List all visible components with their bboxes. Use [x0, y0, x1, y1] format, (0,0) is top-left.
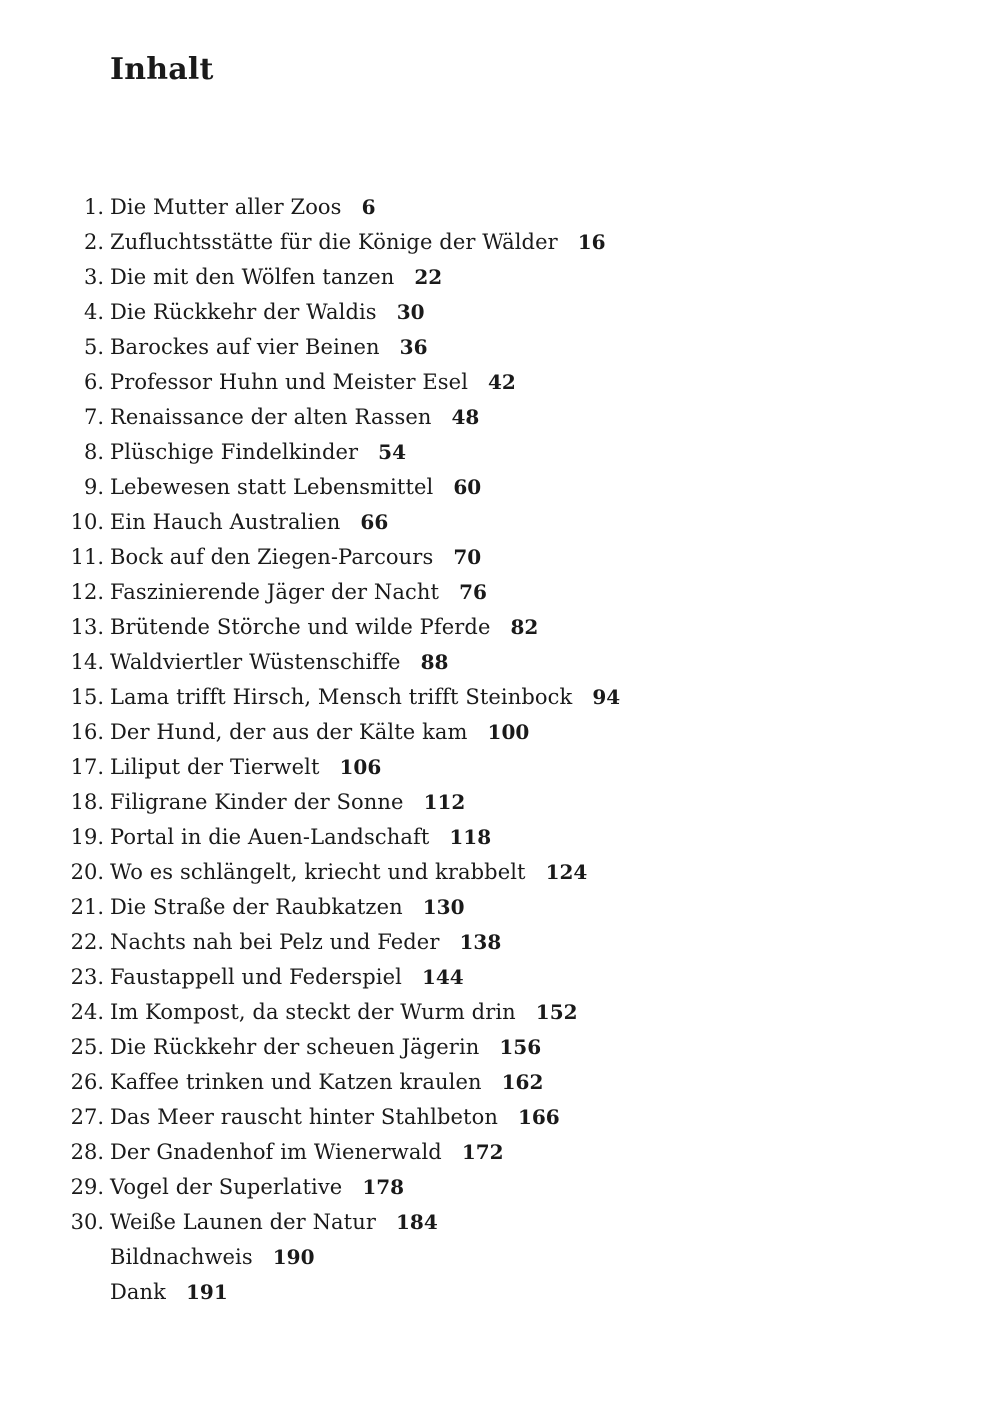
toc-entry-title: Renaissance der alten Rassen: [110, 405, 432, 429]
toc-entry-line: [110, 470, 481, 505]
toc-entry: [0, 365, 1000, 400]
toc-entry-number: 14.: [70, 650, 104, 674]
toc-entry-line: [110, 715, 529, 750]
toc-entry-line: [110, 610, 538, 645]
toc-entry-number: 12.: [70, 580, 104, 604]
toc-entry-page-number: 162: [501, 1070, 544, 1094]
toc-entry-page-number: 6: [361, 195, 376, 219]
toc-entry-title: Lama trifft Hirsch, Mensch trifft Steinbock: [110, 685, 573, 709]
toc-entry-title: Barockes auf vier Beinen: [110, 335, 380, 359]
toc-entry-number: 16.: [70, 720, 104, 744]
toc-entry-title: Filigrane Kinder der Sonne: [110, 790, 404, 814]
toc-entry: [0, 505, 1000, 540]
toc-entry-page-number: 112: [423, 790, 466, 814]
toc-entry: [0, 680, 1000, 715]
toc-entry: [0, 715, 1000, 750]
toc-entry-number: 27.: [70, 1105, 104, 1129]
toc-entry: [0, 295, 1000, 330]
toc-entry: [0, 890, 1000, 925]
toc-entry-line: [110, 750, 381, 785]
toc-entry-line: [110, 1065, 543, 1100]
toc-entry-number: 19.: [70, 825, 104, 849]
toc-entry-title: Dank: [110, 1280, 167, 1304]
toc-entry-line: [110, 1170, 404, 1205]
toc-entry-page-number: 30: [396, 300, 425, 324]
toc-entry-title: Bildnachweis: [110, 1245, 253, 1269]
toc-entry-title: Lebewesen statt Lebensmittel: [110, 475, 434, 499]
toc-entry-line: [110, 820, 491, 855]
toc-entry-number: 5.: [83, 335, 104, 359]
toc-entry-number: 6.: [83, 370, 104, 394]
toc-entry-title: Die mit den Wölfen tanzen: [110, 265, 395, 289]
toc-entry: [0, 855, 1000, 890]
toc-entry-number: 28.: [70, 1140, 104, 1164]
toc-entry-page-number: 60: [453, 475, 482, 499]
toc-entry-number: 13.: [70, 615, 104, 639]
toc-entry: [0, 1065, 1000, 1100]
toc-entry-title: Kaffee trinken und Katzen kraulen: [110, 1070, 482, 1094]
toc-entry-title: Der Gnadenhof im Wienerwald: [110, 1140, 442, 1164]
toc-entry-line: [110, 260, 442, 295]
toc-entry-page-number: 190: [272, 1245, 315, 1269]
toc-entry: [0, 645, 1000, 680]
toc-entry-number: 29.: [70, 1175, 104, 1199]
toc-entry: [0, 1170, 1000, 1205]
toc-entry-line: [110, 365, 516, 400]
toc-entry-line: [110, 1135, 504, 1170]
toc-entry-line: [110, 960, 464, 995]
toc-entry: [0, 1275, 1000, 1310]
toc-entry: [0, 1240, 1000, 1275]
toc-entry: [0, 1030, 1000, 1065]
toc-entry-line: [110, 890, 465, 925]
toc-entry: [0, 225, 1000, 260]
toc-entry-title: Liliput der Tierwelt: [110, 755, 320, 779]
toc-entry-page-number: 48: [451, 405, 480, 429]
toc-entry-title: Zufluchtsstätte für die Könige der Wälder: [110, 230, 558, 254]
toc-entry-number: 8.: [83, 440, 104, 464]
toc-entry-number: 24.: [70, 1000, 104, 1024]
toc-entry: [0, 190, 1000, 225]
toc-entry-title: Faustappell und Federspiel: [110, 965, 402, 989]
toc-entry-page-number: 144: [421, 965, 464, 989]
toc-entry-line: [110, 995, 578, 1030]
toc-entry-title: Portal in die Auen-Landschaft: [110, 825, 430, 849]
toc-entry-title: Der Hund, der aus der Kälte kam: [110, 720, 468, 744]
toc-entry-number: 11.: [70, 545, 104, 569]
toc-entry-number: 30.: [70, 1210, 104, 1234]
toc-entry-line: [110, 785, 465, 820]
toc-entry: [0, 750, 1000, 785]
toc-entry-title: Das Meer rauscht hinter Stahlbeton: [110, 1105, 498, 1129]
toc-entry: [0, 1135, 1000, 1170]
toc-entry-number: 15.: [70, 685, 104, 709]
toc-entry-page-number: 172: [461, 1140, 504, 1164]
toc-entry-line: [110, 400, 479, 435]
toc-entry-title: Nachts nah bei Pelz und Feder: [110, 930, 440, 954]
toc-entry-number: 10.: [70, 510, 104, 534]
toc-entry: [0, 610, 1000, 645]
toc-entry-line: [110, 190, 375, 225]
toc-entry-title: Die Mutter aller Zoos: [110, 195, 342, 219]
toc-entry-title: Faszinierende Jäger der Nacht: [110, 580, 440, 604]
toc-entry: [0, 1100, 1000, 1135]
toc-entry-number: 1.: [83, 195, 104, 219]
toc-entry-title: Die Straße der Raubkatzen: [110, 895, 403, 919]
toc-entry-page-number: 16: [577, 230, 606, 254]
toc-entry-line: [110, 505, 388, 540]
toc-entry: [0, 435, 1000, 470]
toc-entry: [0, 470, 1000, 505]
toc-entry: [0, 260, 1000, 295]
toc-entry-line: [110, 1240, 315, 1275]
toc-entry-number: 3.: [83, 265, 104, 289]
toc-entry-line: [110, 925, 501, 960]
toc-entry: [0, 995, 1000, 1030]
toc-entry-page-number: 54: [378, 440, 407, 464]
toc-entry-number: 2.: [83, 230, 104, 254]
toc-entry-line: [110, 225, 606, 260]
toc-entry-number: 26.: [70, 1070, 104, 1094]
toc-entry-line: [110, 330, 428, 365]
toc-entry: [0, 330, 1000, 365]
toc-entry-page-number: 76: [459, 580, 487, 604]
toc-entry: [0, 960, 1000, 995]
toc-entry-page-number: 22: [414, 265, 443, 289]
page-title: Inhalt: [110, 52, 214, 87]
toc-entry-line: [110, 295, 425, 330]
toc-entry-line: [110, 645, 448, 680]
toc-entry-number: 7.: [83, 405, 104, 429]
toc-entry-title: Professor Huhn und Meister Esel: [110, 370, 469, 394]
toc-entry-line: [110, 1275, 228, 1310]
toc-entry-page-number: 66: [360, 510, 389, 534]
toc-entry-title: Im Kompost, da steckt der Wurm drin: [110, 1000, 516, 1024]
toc-entry-line: [110, 1100, 560, 1135]
toc-entry-number: 22.: [70, 930, 104, 954]
toc-entry: [0, 785, 1000, 820]
toc-entry: [0, 1205, 1000, 1240]
toc-entry-title: Die Rückkehr der Waldis: [110, 300, 377, 324]
toc-entry-title: Wo es schlängelt, kriecht und krabbelt: [110, 860, 526, 884]
toc-entry-number: 9.: [83, 475, 104, 499]
toc-entry-line: [110, 1030, 541, 1065]
toc-entry-line: [110, 435, 406, 470]
toc-entry-line: [110, 540, 481, 575]
toc-entry-number: 18.: [70, 790, 104, 814]
toc-entry-line: [110, 575, 487, 610]
toc-entry-page-number: 156: [499, 1035, 542, 1059]
toc-entry: [0, 540, 1000, 575]
toc-entry-line: [110, 680, 620, 715]
toc-entry-number: 25.: [70, 1035, 104, 1059]
toc-entry-page-number: 94: [592, 685, 621, 709]
toc-entry-number: 21.: [70, 895, 104, 919]
toc-entry-title: Vogel der Superlative: [110, 1175, 343, 1199]
toc-entry-title: Plüschige Findelkinder: [110, 440, 359, 464]
toc-entry: [0, 400, 1000, 435]
toc-entry: [0, 820, 1000, 855]
toc-entry-page-number: 82: [510, 615, 539, 639]
table-of-contents: [0, 190, 1000, 1310]
toc-entry-title: Waldviertler Wüstenschiffe: [110, 650, 401, 674]
toc-entry-number: 17.: [70, 755, 104, 779]
toc-entry-title: Die Rückkehr der scheuen Jägerin: [110, 1035, 480, 1059]
toc-entry-page-number: 184: [395, 1210, 438, 1234]
toc-entry-page-number: 70: [453, 545, 482, 569]
toc-entry-title: Weiße Launen der Natur: [110, 1210, 376, 1234]
toc-entry-number: 23.: [70, 965, 104, 989]
toc-entry-page-number: 130: [422, 895, 465, 919]
toc-entry: [0, 575, 1000, 610]
toc-entry-page-number: 124: [545, 860, 588, 884]
toc-entry-page-number: 138: [459, 930, 502, 954]
toc-entry-page-number: 36: [399, 335, 428, 359]
toc-entry-number: 20.: [70, 860, 104, 884]
toc-entry-page-number: 100: [487, 720, 530, 744]
toc-entry-line: [110, 1205, 438, 1240]
toc-entry-page-number: 152: [535, 1000, 578, 1024]
toc-entry-page-number: 42: [488, 370, 516, 394]
toc-entry-title: Brütende Störche und wilde Pferde: [110, 615, 491, 639]
toc-entry-page-number: 118: [449, 825, 492, 849]
toc-entry-page-number: 178: [362, 1175, 405, 1199]
toc-entry: [0, 925, 1000, 960]
toc-entry-title: Bock auf den Ziegen-Parcours: [110, 545, 434, 569]
toc-entry-page-number: 166: [517, 1105, 560, 1129]
toc-entry-page-number: 88: [420, 650, 449, 674]
toc-entry-title: Ein Hauch Australien: [110, 510, 341, 534]
toc-entry-page-number: 106: [339, 755, 382, 779]
toc-entry-page-number: 191: [186, 1280, 228, 1304]
toc-entry-line: [110, 855, 587, 890]
toc-entry-number: 4.: [83, 300, 104, 324]
